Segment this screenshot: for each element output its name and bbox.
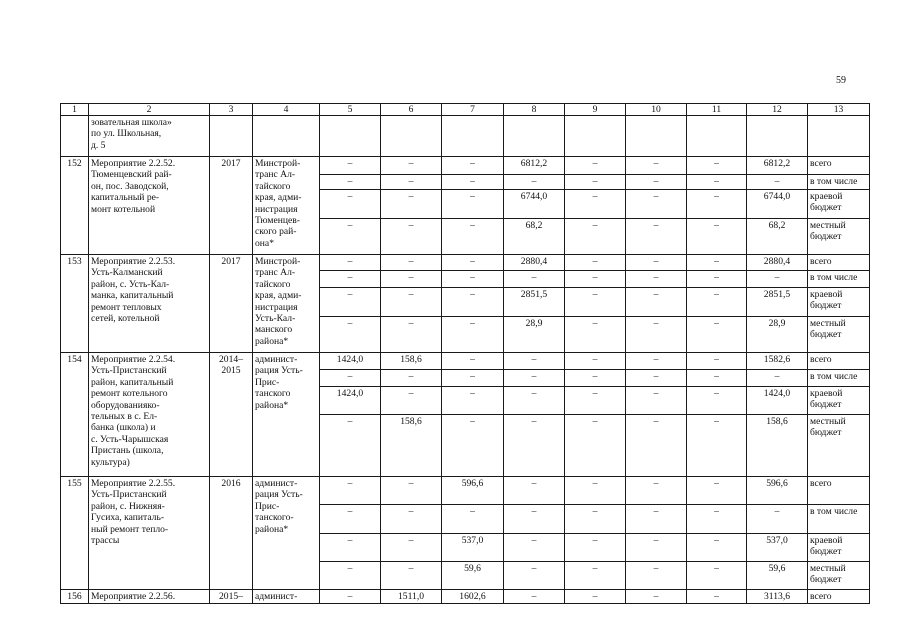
value-cell-col7: – — [442, 317, 504, 353]
funding-source: всего — [808, 590, 870, 604]
value-cell-col10: – — [626, 271, 687, 288]
continuation-cell — [808, 116, 870, 157]
value-cell-col7: – — [442, 271, 504, 288]
value-cell-col10: – — [626, 255, 687, 271]
continuation-cell — [747, 116, 808, 157]
value-cell-col8: 6744,0 — [504, 190, 565, 219]
value-cell-col5: – — [320, 255, 381, 271]
table-row — [61, 255, 870, 271]
value-cell-col8: 2851,5 — [504, 288, 565, 317]
value-cell-col7: 1602,6 — [442, 590, 504, 604]
continuation-name: зовательная школа» по ул. Школьная, д. 5 — [89, 116, 210, 157]
continuation-cell — [687, 116, 747, 157]
value-cell-col8: 68,2 — [504, 219, 565, 255]
year-cell: 2017 — [210, 157, 253, 255]
value-cell-col10: – — [626, 534, 687, 562]
funding-source: местный бюджет — [808, 317, 870, 353]
value-cell-col7: 537,0 — [442, 534, 504, 562]
value-cell-col12: 3113,6 — [747, 590, 808, 604]
value-cell-col7: – — [442, 353, 504, 370]
value-cell-col10: – — [626, 317, 687, 353]
value-cell-col6: – — [381, 190, 442, 219]
value-cell-col7: – — [442, 370, 504, 387]
value-cell-col5: – — [320, 534, 381, 562]
continuation-cell — [210, 116, 253, 157]
value-cell-col10: – — [626, 190, 687, 219]
table-row — [61, 590, 870, 604]
value-cell-col12: 1424,0 — [747, 387, 808, 415]
funding-source: местный бюджет — [808, 562, 870, 590]
value-cell-col8: – — [504, 534, 565, 562]
value-cell-col5: – — [320, 175, 381, 190]
value-cell-col11: – — [687, 562, 747, 590]
row-number: 155 — [61, 477, 89, 590]
value-cell-col9: – — [565, 271, 626, 288]
executor-cell: Минстрой- транс Ал- тайского края, адми- нистрация Тюменцев- ского рай- она* — [253, 157, 320, 255]
value-cell-col12: 28,9 — [747, 317, 808, 353]
value-cell-col10: – — [626, 175, 687, 190]
value-cell-col9: – — [565, 387, 626, 415]
value-cell-col8: – — [504, 271, 565, 288]
value-cell-col5: – — [320, 477, 381, 505]
value-cell-col7: – — [442, 415, 504, 477]
value-cell-col12: – — [747, 175, 808, 190]
value-cell-col11: – — [687, 590, 747, 604]
continuation-cell — [504, 116, 565, 157]
value-cell-col6: – — [381, 175, 442, 190]
value-cell-col11: – — [687, 157, 747, 175]
value-cell-col12: 68,2 — [747, 219, 808, 255]
value-cell-col7: – — [442, 157, 504, 175]
value-cell-col8: – — [504, 562, 565, 590]
value-cell-col7: 596,6 — [442, 477, 504, 505]
value-cell-col5: – — [320, 370, 381, 387]
value-cell-col12: 596,6 — [747, 477, 808, 505]
value-cell-col7: – — [442, 387, 504, 415]
value-cell-col6: – — [381, 562, 442, 590]
funding-source: краевой бюджет — [808, 387, 870, 415]
value-cell-col10: – — [626, 219, 687, 255]
value-cell-col7: – — [442, 288, 504, 317]
value-cell-col9: – — [565, 415, 626, 477]
value-cell-col8: – — [504, 387, 565, 415]
value-cell-col12: 2880,4 — [747, 255, 808, 271]
value-cell-col12: – — [747, 505, 808, 534]
year-cell: 2017 — [210, 255, 253, 353]
table-body — [61, 104, 870, 604]
value-cell-col6: – — [381, 255, 442, 271]
value-cell-col10: – — [626, 387, 687, 415]
column-header-11: 11 — [687, 104, 747, 116]
funding-source: в том числе — [808, 175, 870, 190]
value-cell-col6: 158,6 — [381, 415, 442, 477]
continuation-cell — [626, 116, 687, 157]
continuation-cell — [381, 116, 442, 157]
value-cell-col5: – — [320, 590, 381, 604]
value-cell-col6: – — [381, 477, 442, 505]
value-cell-col11: – — [687, 190, 747, 219]
value-cell-col8: 6812,2 — [504, 157, 565, 175]
measure-name: Мероприятие 2.2.55. Усть-Пристанский район, с. Нижняя- Гусиха, капиталь- ный ремонт тепло- трассы — [89, 477, 210, 590]
value-cell-col9: – — [565, 562, 626, 590]
row-number: 156 — [61, 590, 89, 604]
value-cell-col12: – — [747, 370, 808, 387]
value-cell-col10: – — [626, 415, 687, 477]
value-cell-col8: – — [504, 415, 565, 477]
header-row — [61, 104, 870, 116]
value-cell-col10: – — [626, 590, 687, 604]
page-number: 59 — [836, 75, 846, 86]
continuation-cell — [320, 116, 381, 157]
funding-source: всего — [808, 477, 870, 505]
measure-name: Мероприятие 2.2.56. — [89, 590, 210, 604]
value-cell-col8: – — [504, 175, 565, 190]
value-cell-col6: – — [381, 219, 442, 255]
row-number: 154 — [61, 353, 89, 477]
value-cell-col12: 1582,6 — [747, 353, 808, 370]
value-cell-col10: – — [626, 370, 687, 387]
funding-source: местный бюджет — [808, 219, 870, 255]
value-cell-col9: – — [565, 317, 626, 353]
value-cell-col10: – — [626, 477, 687, 505]
value-cell-col5: – — [320, 505, 381, 534]
value-cell-col8: – — [504, 590, 565, 604]
value-cell-col12: 2851,5 — [747, 288, 808, 317]
row-number: 152 — [61, 157, 89, 255]
value-cell-col5: – — [320, 157, 381, 175]
value-cell-col12: 158,6 — [747, 415, 808, 477]
year-cell: 2014– 2015 — [210, 353, 253, 477]
value-cell-col9: – — [565, 534, 626, 562]
value-cell-col9: – — [565, 477, 626, 505]
column-header-7: 7 — [442, 104, 504, 116]
continuation-cell — [565, 116, 626, 157]
value-cell-col9: – — [565, 255, 626, 271]
value-cell-col11: – — [687, 415, 747, 477]
table-row — [61, 353, 870, 370]
funding-source: в том числе — [808, 505, 870, 534]
table-row — [61, 157, 870, 175]
column-header-6: 6 — [381, 104, 442, 116]
value-cell-col5: 1424,0 — [320, 387, 381, 415]
executor-cell: админист- рация Усть- Прис- танского- района* — [253, 477, 320, 590]
value-cell-col10: – — [626, 353, 687, 370]
value-cell-col8: – — [504, 353, 565, 370]
value-cell-col7: – — [442, 255, 504, 271]
value-cell-col11: – — [687, 175, 747, 190]
value-cell-col5: – — [320, 190, 381, 219]
measure-name: Мероприятие 2.2.54. Усть-Пристанский район, капитальный ремонт котельного оборудованияко- тельных в с. Ел- банка (школа) и с. Усть-Чарышская Пристань (школа, культура) — [89, 353, 210, 477]
value-cell-col9: – — [565, 370, 626, 387]
funding-source: краевой бюджет — [808, 288, 870, 317]
value-cell-col5: – — [320, 562, 381, 590]
measure-name: Мероприятие 2.2.53. Усть-Калманский район, с. Усть-Кал- манка, капитальный ремонт тепловых сетей, котельной — [89, 255, 210, 353]
value-cell-col11: – — [687, 477, 747, 505]
value-cell-col11: – — [687, 271, 747, 288]
column-header-12: 12 — [747, 104, 808, 116]
column-header-1: 1 — [61, 104, 89, 116]
value-cell-col11: – — [687, 387, 747, 415]
value-cell-col6: – — [381, 387, 442, 415]
column-header-5: 5 — [320, 104, 381, 116]
value-cell-col11: – — [687, 370, 747, 387]
value-cell-col7: – — [442, 505, 504, 534]
year-cell: 2015– — [210, 590, 253, 604]
value-cell-col12: – — [747, 271, 808, 288]
continuation-cell — [442, 116, 504, 157]
continuation-row — [61, 116, 870, 157]
value-cell-col6: – — [381, 370, 442, 387]
measure-name: Мероприятие 2.2.52. Тюменцевский рай- он, пос. Заводской, капитальный ре- монт котельной — [89, 157, 210, 255]
value-cell-col12: 59,6 — [747, 562, 808, 590]
value-cell-col12: 6744,0 — [747, 190, 808, 219]
value-cell-col11: – — [687, 288, 747, 317]
column-header-8: 8 — [504, 104, 565, 116]
value-cell-col11: – — [687, 317, 747, 353]
value-cell-col8: – — [504, 370, 565, 387]
value-cell-col9: – — [565, 175, 626, 190]
column-header-3: 3 — [210, 104, 253, 116]
funding-source: краевой бюджет — [808, 190, 870, 219]
table-row — [61, 477, 870, 505]
value-cell-col5: 1424,0 — [320, 353, 381, 370]
value-cell-col5: – — [320, 317, 381, 353]
funding-source: всего — [808, 255, 870, 271]
value-cell-col9: – — [565, 590, 626, 604]
continuation-cell — [253, 116, 320, 157]
value-cell-col9: – — [565, 219, 626, 255]
column-header-2: 2 — [89, 104, 210, 116]
value-cell-col5: – — [320, 288, 381, 317]
value-cell-col10: – — [626, 288, 687, 317]
executor-cell: админист- рация Усть- Прис- танского района* — [253, 353, 320, 477]
funding-source: всего — [808, 157, 870, 175]
funding-source: краевой бюджет — [808, 534, 870, 562]
value-cell-col6: – — [381, 505, 442, 534]
funding-source: местный бюджет — [808, 415, 870, 477]
value-cell-col9: – — [565, 288, 626, 317]
value-cell-col10: – — [626, 505, 687, 534]
value-cell-col11: – — [687, 534, 747, 562]
funding-source: в том числе — [808, 370, 870, 387]
value-cell-col5: – — [320, 415, 381, 477]
column-header-10: 10 — [626, 104, 687, 116]
value-cell-col9: – — [565, 505, 626, 534]
value-cell-col6: – — [381, 157, 442, 175]
column-header-4: 4 — [253, 104, 320, 116]
value-cell-col6: 1511,0 — [381, 590, 442, 604]
value-cell-col5: – — [320, 219, 381, 255]
program-table — [60, 103, 870, 604]
value-cell-col6: 158,6 — [381, 353, 442, 370]
value-cell-col10: – — [626, 562, 687, 590]
value-cell-col11: – — [687, 505, 747, 534]
funding-source: в том числе — [808, 271, 870, 288]
funding-source: всего — [808, 353, 870, 370]
value-cell-col6: – — [381, 534, 442, 562]
value-cell-col12: 537,0 — [747, 534, 808, 562]
value-cell-col9: – — [565, 190, 626, 219]
value-cell-col10: – — [626, 157, 687, 175]
value-cell-col8: – — [504, 505, 565, 534]
executor-cell: Минстрой- транс Ал- тайского края, адми- нистрация Усть-Кал- манского района* — [253, 255, 320, 353]
value-cell-col11: – — [687, 219, 747, 255]
value-cell-col9: – — [565, 157, 626, 175]
value-cell-col7: – — [442, 190, 504, 219]
value-cell-col7: – — [442, 219, 504, 255]
value-cell-col5: – — [320, 271, 381, 288]
value-cell-col8: 28,9 — [504, 317, 565, 353]
row-number: 153 — [61, 255, 89, 353]
value-cell-col6: – — [381, 271, 442, 288]
year-cell: 2016 — [210, 477, 253, 590]
executor-cell: админист- — [253, 590, 320, 604]
value-cell-col12: 6812,2 — [747, 157, 808, 175]
value-cell-col9: – — [565, 353, 626, 370]
value-cell-col7: – — [442, 175, 504, 190]
value-cell-col6: – — [381, 288, 442, 317]
column-header-13: 13 — [808, 104, 870, 116]
continuation-num — [61, 116, 89, 157]
value-cell-col11: – — [687, 353, 747, 370]
value-cell-col11: – — [687, 255, 747, 271]
value-cell-col7: 59,6 — [442, 562, 504, 590]
value-cell-col6: – — [381, 317, 442, 353]
column-header-9: 9 — [565, 104, 626, 116]
value-cell-col8: – — [504, 477, 565, 505]
value-cell-col8: 2880,4 — [504, 255, 565, 271]
